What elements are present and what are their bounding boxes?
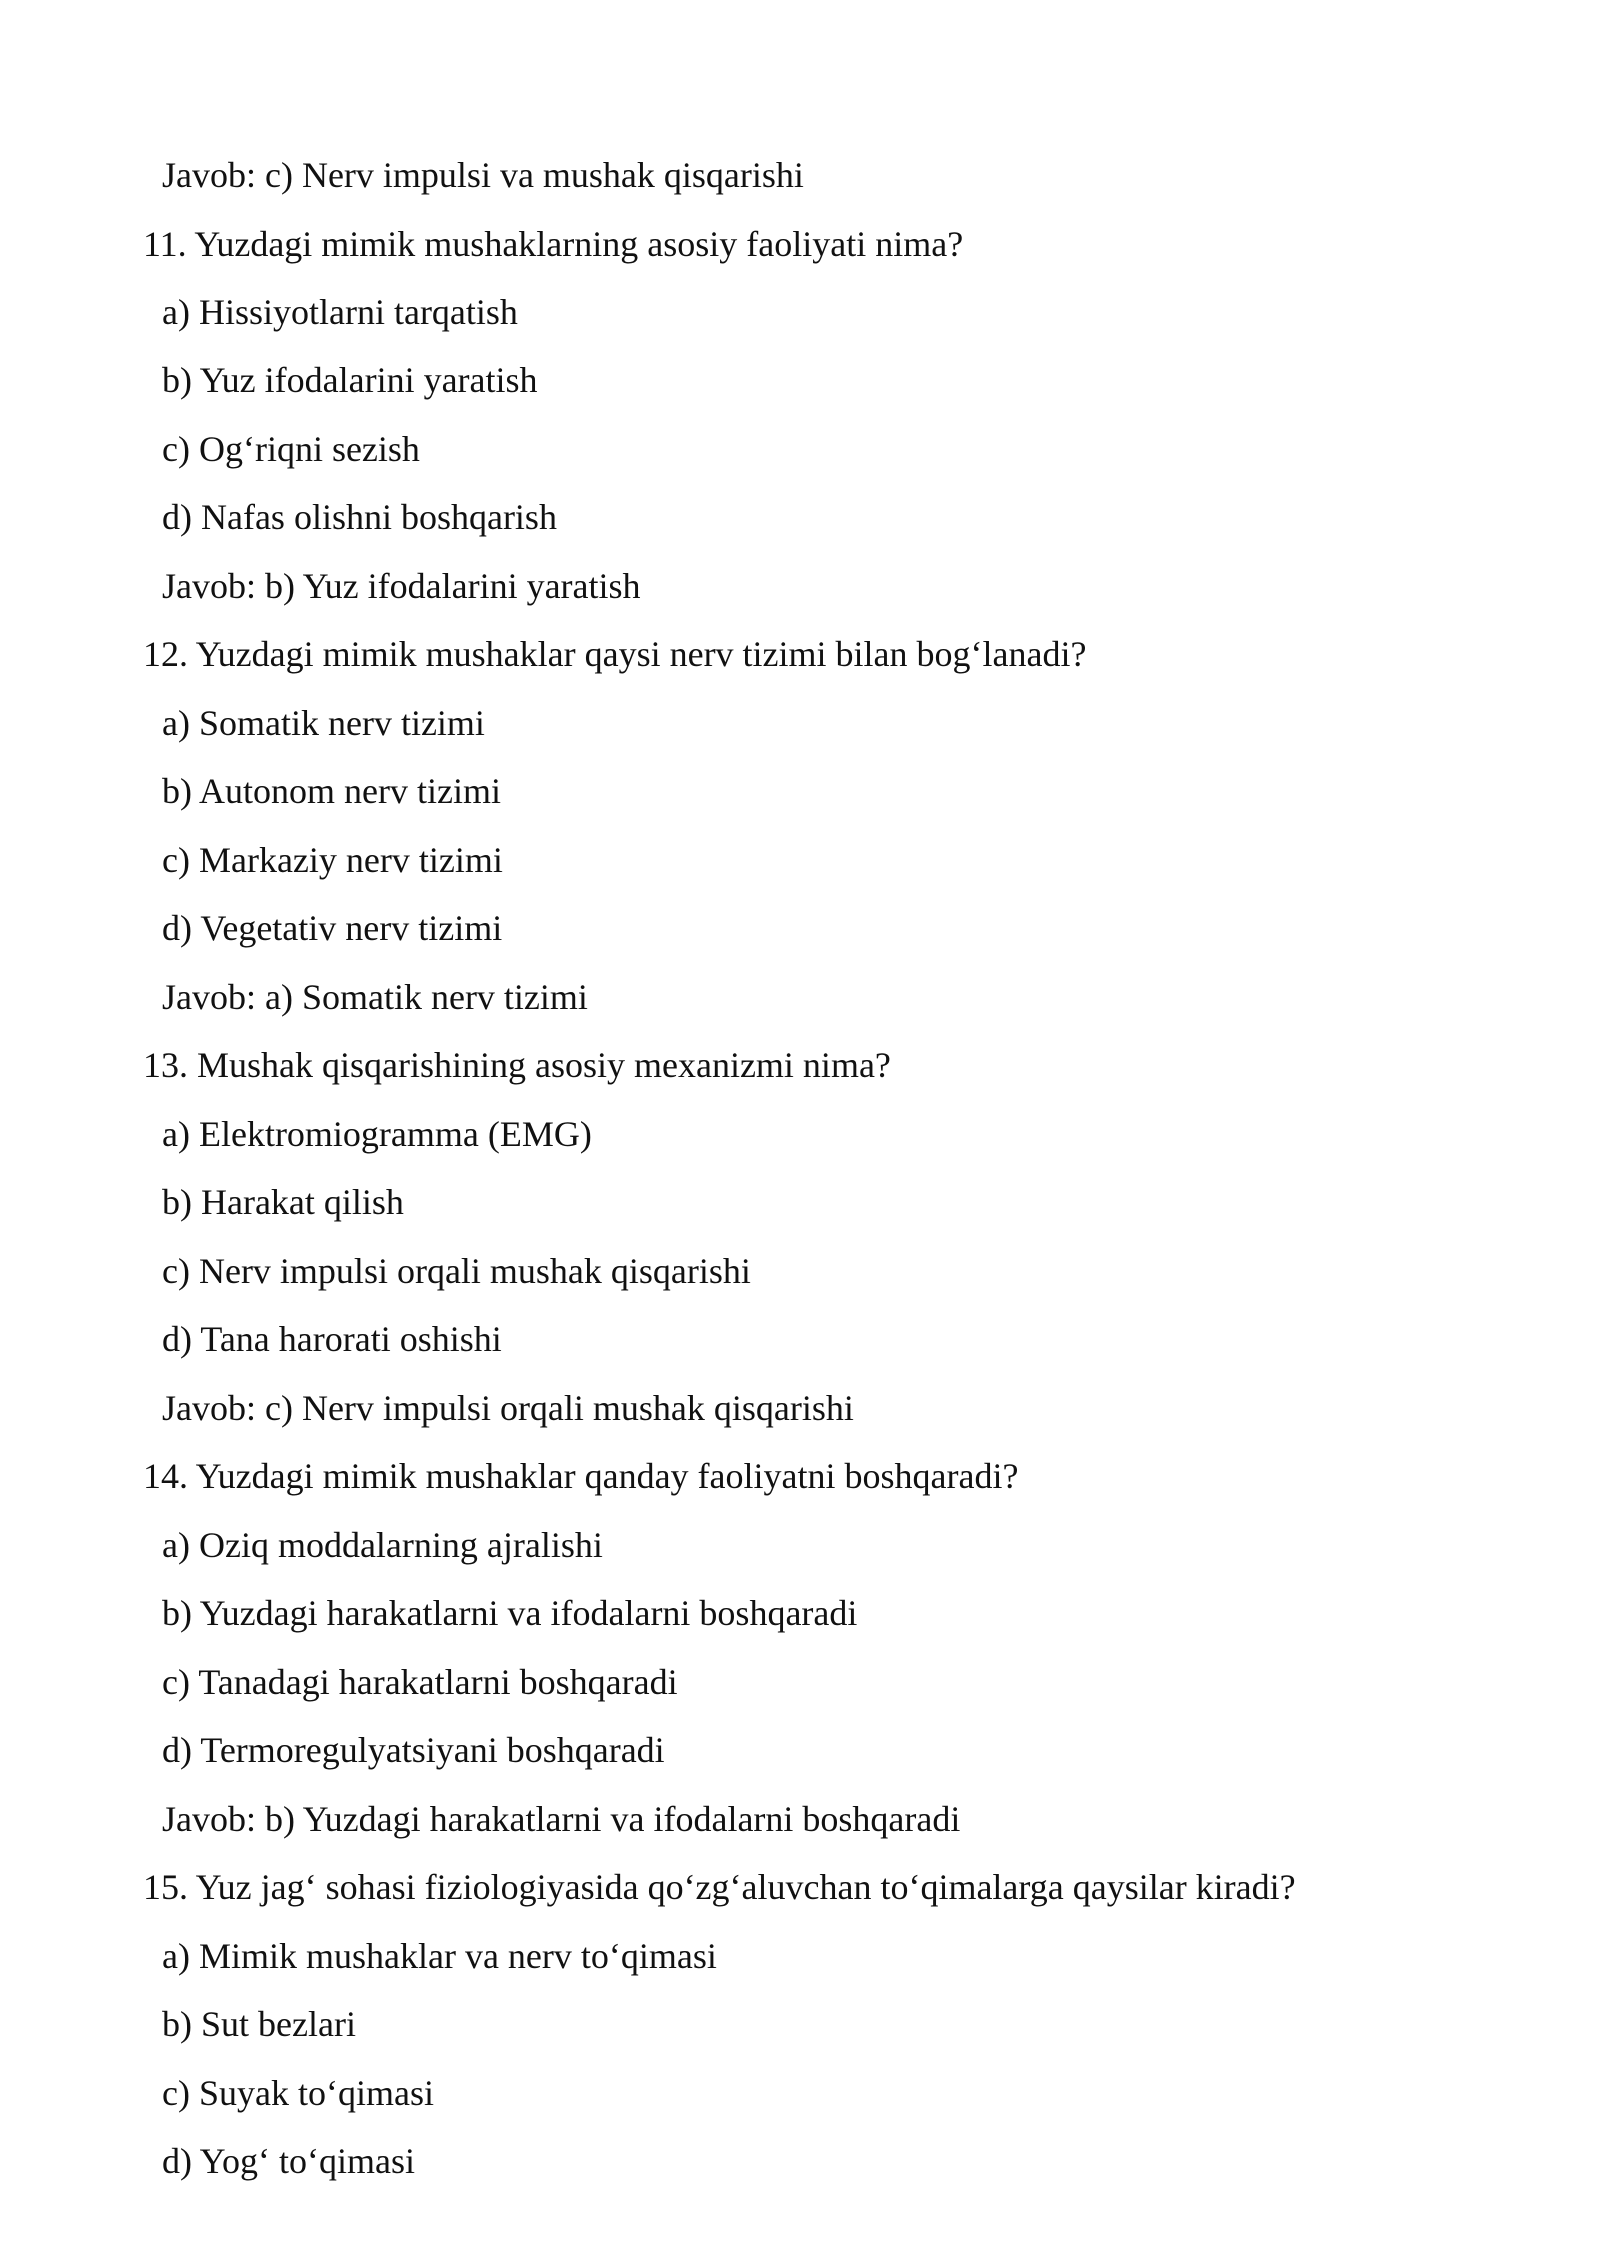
- option-line: b) Yuzdagi harakatlarni va ifodalarni boshqaradi: [162, 1593, 858, 1633]
- option-line: a) Oziq moddalarning ajralishi: [162, 1525, 603, 1565]
- option-line: d) Nafas olishni boshqarish: [162, 497, 557, 537]
- question-14: 14. Yuzdagi mimik mushaklar qanday faoliyatni boshqaradi?: [143, 1456, 1019, 1496]
- question-15: 15. Yuz jag‘ sohasi fiziologiyasida qo‘zg‘aluvchan to‘qimalarga qaysilar kiradi?: [143, 1867, 1296, 1907]
- answer-line: Javob: c) Nerv impulsi va mushak qisqarishi: [162, 155, 804, 195]
- option-line: d) Termoregulyatsiyani boshqaradi: [162, 1730, 665, 1770]
- option-line: d) Tana harorati oshishi: [162, 1319, 502, 1359]
- option-line: b) Harakat qilish: [162, 1182, 404, 1222]
- option-line: a) Hissiyotlarni tarqatish: [162, 292, 518, 332]
- option-line: d) Yog‘ to‘qimasi: [162, 2141, 416, 2181]
- option-line: b) Sut bezlari: [162, 2004, 356, 2044]
- option-line: c) Markaziy nerv tizimi: [162, 840, 503, 880]
- answer-line: Javob: b) Yuz ifodalarini yaratish: [162, 566, 641, 606]
- option-line: c) Suyak to‘qimasi: [162, 2073, 434, 2113]
- answer-line: Javob: a) Somatik nerv tizimi: [162, 977, 588, 1017]
- question-13: 13. Mushak qisqarishining asosiy mexanizmi nima?: [143, 1045, 891, 1085]
- option-line: b) Autonom nerv tizimi: [162, 771, 501, 811]
- option-line: c) Nerv impulsi orqali mushak qisqarishi: [162, 1251, 751, 1291]
- option-line: d) Vegetativ nerv tizimi: [162, 908, 503, 948]
- question-11: 11. Yuzdagi mimik mushaklarning asosiy faoliyati nima?: [143, 224, 964, 264]
- option-line: c) Tanadagi harakatlarni boshqaradi: [162, 1662, 678, 1702]
- option-line: a) Mimik mushaklar va nerv to‘qimasi: [162, 1936, 717, 1976]
- option-line: a) Somatik nerv tizimi: [162, 703, 485, 743]
- option-line: b) Yuz ifodalarini yaratish: [162, 360, 538, 400]
- answer-line: Javob: b) Yuzdagi harakatlarni va ifodalarni boshqaradi: [162, 1799, 961, 1839]
- answer-line: Javob: c) Nerv impulsi orqali mushak qisqarishi: [162, 1388, 854, 1428]
- option-line: a) Elektromiogramma (EMG): [162, 1114, 592, 1154]
- option-line: c) Og‘riqni sezish: [162, 429, 420, 469]
- question-12: 12. Yuzdagi mimik mushaklar qaysi nerv tizimi bilan bog‘lanadi?: [143, 634, 1087, 674]
